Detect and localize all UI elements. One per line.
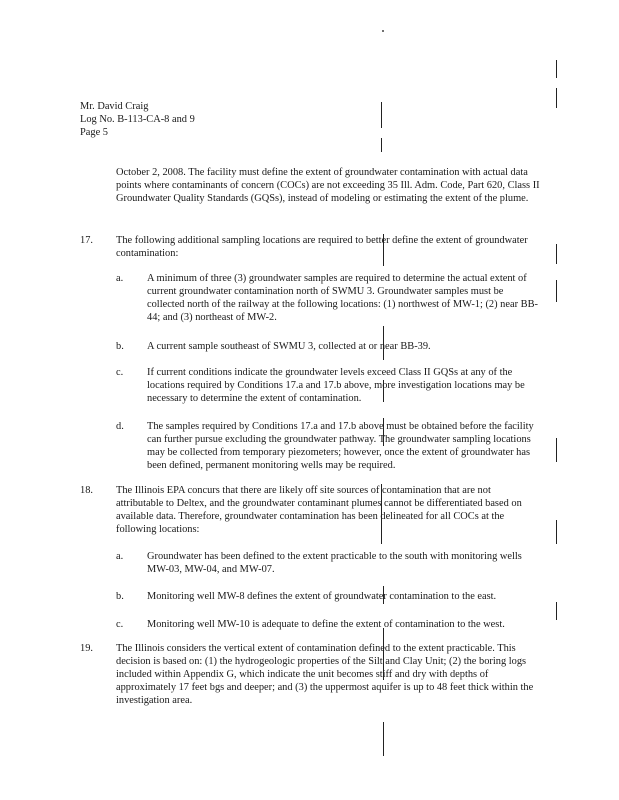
margin-mark (556, 88, 557, 108)
item-number: 17. (80, 235, 93, 246)
item-number: 18. (80, 485, 93, 496)
revision-bar (381, 138, 382, 152)
recipient-name: Mr. David Craig (80, 101, 149, 112)
margin-mark (556, 244, 557, 264)
log-number: Log No. B-113-CA-8 and 9 (80, 114, 195, 125)
subitem-text: Monitoring well MW-8 defines the extent of groundwater contamination to the east. (147, 591, 497, 602)
subitem-text: The samples required by Conditions 17.a and 17.b above must be obtained before the facility can further pursue excluding the groundwater pathway. The groundwater sampling locations may be collected from temporary piezometers; however, once the extent of groundwater has been defined, permanent monitoring wells may be required. (147, 421, 534, 471)
subitem-letter: b. (116, 341, 124, 352)
item-text: The following additional sampling locations are required to better define the extent of groundwater contamination: (116, 235, 528, 259)
scan-speck (382, 30, 384, 32)
subitem-text: If current conditions indicate the groundwater levels exceed Class II GQSs at any of the locations required by Conditions 17.a and 17.b above, more investigation locations may be necessary to determine the extent of contamination. (147, 367, 525, 404)
subitem-text: Monitoring well MW-10 is adequate to define the extent of contamination to the west. (147, 619, 505, 630)
subitem-text: Groundwater has been defined to the extent practicable to the south with monitoring wells MW-03, MW-04, and MW-07. (147, 551, 522, 575)
subitem-text: A minimum of three (3) groundwater samples are required to determine the actual extent of current groundwater contamination north of SWMU 3. Groundwater samples must be collected north of the railway at the following locations: (1) northwest of MW-1; (2) near BB-44; and (3) northeast of MW-2. (147, 273, 538, 323)
revision-bar (383, 722, 384, 756)
subitem-letter: a. (116, 273, 124, 284)
page-number: Page 5 (80, 127, 108, 138)
subitem-letter: c. (116, 367, 124, 378)
subitem-letter: c. (116, 619, 124, 630)
item-text: The Illinois considers the vertical extent of contamination defined to the extent practicable. This decision is based on: (1) the hydrogeologic properties of the Silt and Clay Unit; (2) the boring logs included within Appendix G, which indicate the unit becomes stiff and dry with depths of approximately 17 feet bgs and deeper; and (3) the uppermost aquifer is up to 48 feet thick within the investigation area. (116, 643, 534, 706)
revision-bar (381, 102, 382, 128)
subitem-letter: b. (116, 591, 124, 602)
margin-mark (556, 280, 557, 302)
margin-mark (556, 520, 557, 544)
subitem-letter: d. (116, 421, 124, 432)
margin-mark (556, 60, 557, 78)
margin-mark (556, 602, 557, 620)
intro-paragraph: October 2, 2008. The facility must define the extent of groundwater contamination with actual data points where contaminants of concern (COCs) are not exceeding 35 Ill. Adm. Code, Part 620, Class II Groundwater Quality Standards (GQSs), instead of modeling or estimating the extent of the plume. (116, 167, 540, 204)
item-text: The Illinois EPA concurs that there are likely off site sources of contamination that are not attributable to Deltex, and the groundwater contaminant plumes cannot be differentiated based on available data. Therefore, groundwater contamination has been delineated for all COCs at the following locations: (116, 485, 522, 535)
item-number: 19. (80, 643, 93, 654)
subitem-text: A current sample southeast of SWMU 3, collected at or near BB-39. (147, 341, 431, 352)
margin-mark (556, 438, 557, 462)
subitem-letter: a. (116, 551, 124, 562)
